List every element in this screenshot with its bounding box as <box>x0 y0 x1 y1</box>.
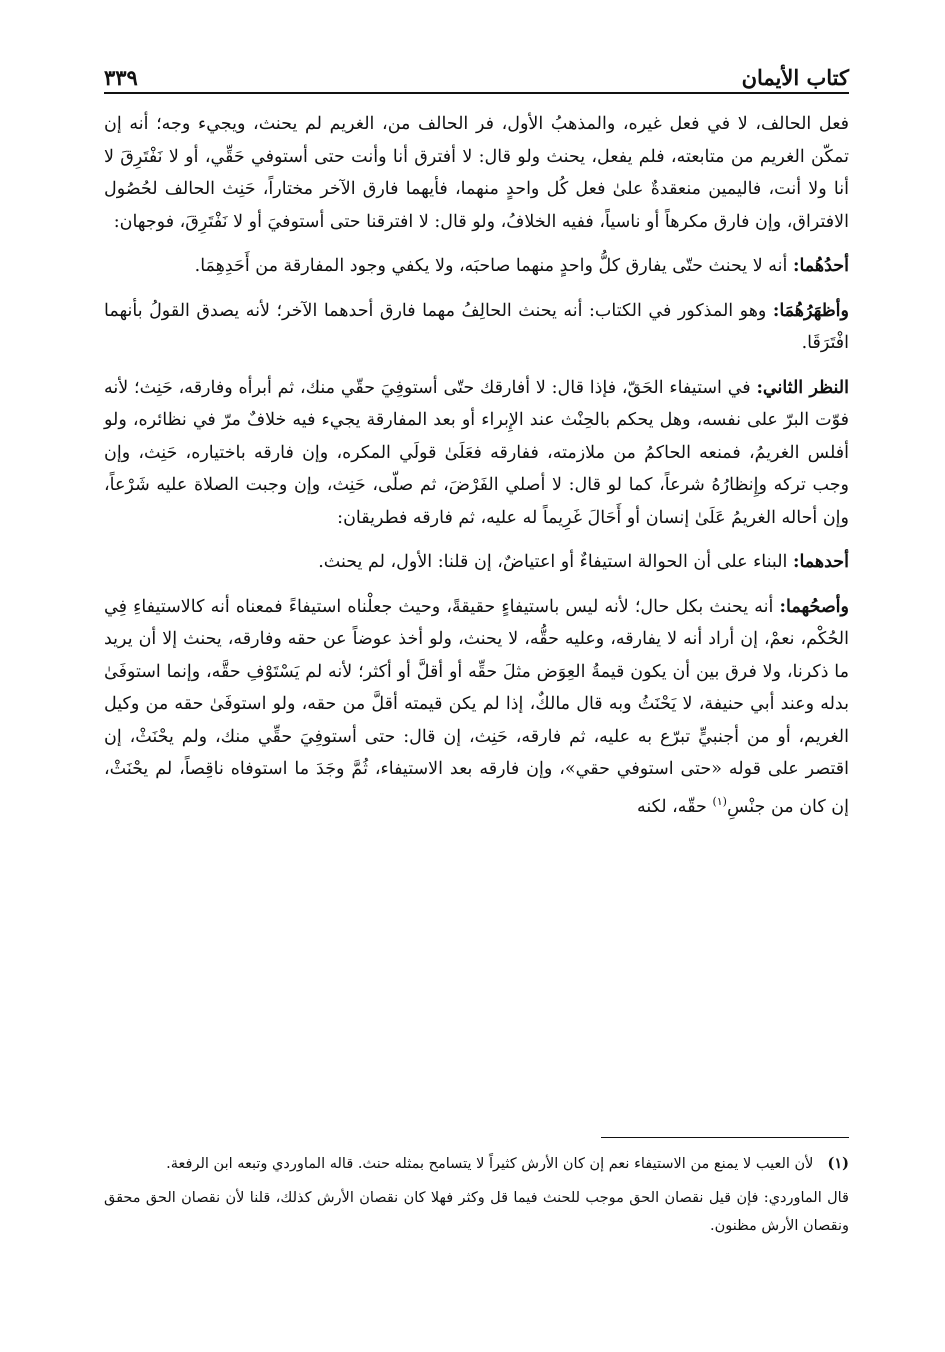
paragraph-text: البناء على أن الحوالة استيفاءٌ أو اعتياضٌ، إن قلنا: الأول، لم يحنث. <box>318 552 788 572</box>
paragraph-text: أنه يحنث بكل حال؛ لأنه ليس باستيفاءٍ حقيقةً، وحيث جعلْناه استيفاءً فمعناه أنه كالاستيفاءِ فِي الحُكْم، نعمْ، إن أراد أنه لا يفارقه، وعليه حقُّه، لا يحنث، ولو أخذ عوضاً عن حقه وفارقه، يحنث إلا أن يريد ما ذكرنا، ولا فرق بين أن يكون قيمةُ العِوَض مثلَ حقِّه أو أقلَّ أو أكثر؛ لأنه لم يَسْتَوْفِ حقَّه، وإنما استوفَىٰ بدله وعند أبي حنيفة، لا يَحْنَثُ وبه قال مالكٌ، إذا لم يكن قيمته أقلَّ من حقه، ولو استوفَىٰ حقه من وكيل الغريم، أو من أجنبيٍّ تبرّع به عليه، ثم فارقه، حَنِث، إن قال: حتى أستوفِيَ حقِّي منك، ولم يحْنَثْ، إن اقتصر على قوله «حتى استوفي حقي»، وإن فارقه بعد الاستيفاء، ثُمَّ وجَدَ ما استوفاه ناقِصاً، لم يحْنَثْ، إن كان من جنْسِ <box>104 596 849 817</box>
paragraph-2 <box>104 250 849 283</box>
paragraph-text: وهو المذكور في الكتاب: أنه يحنث الحالِفُ مهما فارق أحدهما الآخر؛ لأنه يصدق القولُ بأنهما افْتَرَقَا. <box>104 300 849 353</box>
paragraph-text: أنه لا يحنث حتّى يفارق كلُّ واحدٍ منهما صاحبَه، ولا يكفي وجود المفارقة من أَحَدِهِمَا. <box>194 256 788 276</box>
footnote-text: لأن العيب لا يمنع من الاستيفاء نعم إن كان الأرش كثيراً لا يتسامح بمثله حنث. قاله الماوردي وتبعه ابن الرفعة. <box>166 1156 814 1172</box>
main-text <box>104 108 849 835</box>
footnotes <box>104 1150 849 1240</box>
paragraph-1 <box>104 108 849 238</box>
paragraph-text: فعل الحالف، لا في فعل غيره، والمذهبُ الأول، فر الحالف من، الغريم لم يحنث، ويجيء وجه؛ أنه إن تمكّن الغريم من متابعته، فلم يفعل، يحنث ولو قال: لا أفترق أنا وأنت حتى أستوفي حَقِّي، أو لا نَفْتَرِقَ لا أنا ولا أنت، فاليمين منعقدةٌ علىٰ فعل كُل واحدٍ منهما، فأيهما فارق الآخر مختاراً، حَنِث الحالف لحُصُول الافتراق، وإن فارق مكرهاً أو ناسياً، ففيه الخلافُ، ولو قال: لا افترقنا حتى أستوفيَ أو لا نَفْتَرِقَ، فوجهان: <box>104 114 849 232</box>
page-number: ٣٣٩ <box>104 65 138 90</box>
paragraph-lead: النظر الثاني: <box>756 377 849 398</box>
paragraph-5 <box>104 546 849 579</box>
paragraph-text: في استيفاء الحَقّ، فإذا قال: لا أفارقك حتّى أستوفِيَ حقّي منك، ثم أبرأه وفارقه، حَنِث؛ لأنه فوّت البرّ على نفسه، وهل يحكم بالحِنْث عند الإِبراء أو بعد المفارقة يجيء فيه خلافٌ مرّ في نظائره، ولو أفلس الغريمُ، فمنعه الحاكمُ من ملازمته، ففارقه فعَلَىٰ قولَي المكره، وإن فارقه باختياره، حَنِث، وإن وجب تركه وإِنظارُهُ شرعاً، كما لو قال: لا أصلي الفَرْضَ، ثم صلّى، حَنِث، وإن وجبت الصلاة عليه شَرْعاً، وإن أحاله الغريمُ عَلَىٰ إنسان أو أَحَالَ غَرِيماً له عليه، ثم فارقه فطريقان: <box>104 377 849 528</box>
footnote-marker[interactable]: (١) <box>712 794 727 808</box>
header-rule <box>104 92 849 94</box>
paragraph-3 <box>104 295 849 360</box>
page-header <box>104 48 849 90</box>
paragraph-6 <box>104 591 849 823</box>
footnote-continuation: قال الماوردي: فإن قيل نقصان الحق موجب للحنث فيما قل وكثر فهلا كان نقصان الأرش كذلك، قلنا لأن نقصان الحق محقق ونقصان الأرش مظنون. <box>104 1190 849 1234</box>
footnote-number: (١) <box>827 1155 849 1172</box>
paragraph-lead: أحدهما: <box>792 552 849 572</box>
paragraph-tail: حقّه، لكنه <box>636 796 707 817</box>
paragraph-4 <box>104 372 849 535</box>
paragraph-lead: أحدُهُما: <box>792 256 849 276</box>
paragraph-lead: وأصحُهما: <box>779 596 849 617</box>
paragraph-lead: وأظهَرُهُمَا: <box>772 300 849 321</box>
running-title: كتاب الأيمان <box>741 65 849 90</box>
footnote-1 <box>104 1150 849 1178</box>
footnote-rule <box>601 1137 849 1138</box>
